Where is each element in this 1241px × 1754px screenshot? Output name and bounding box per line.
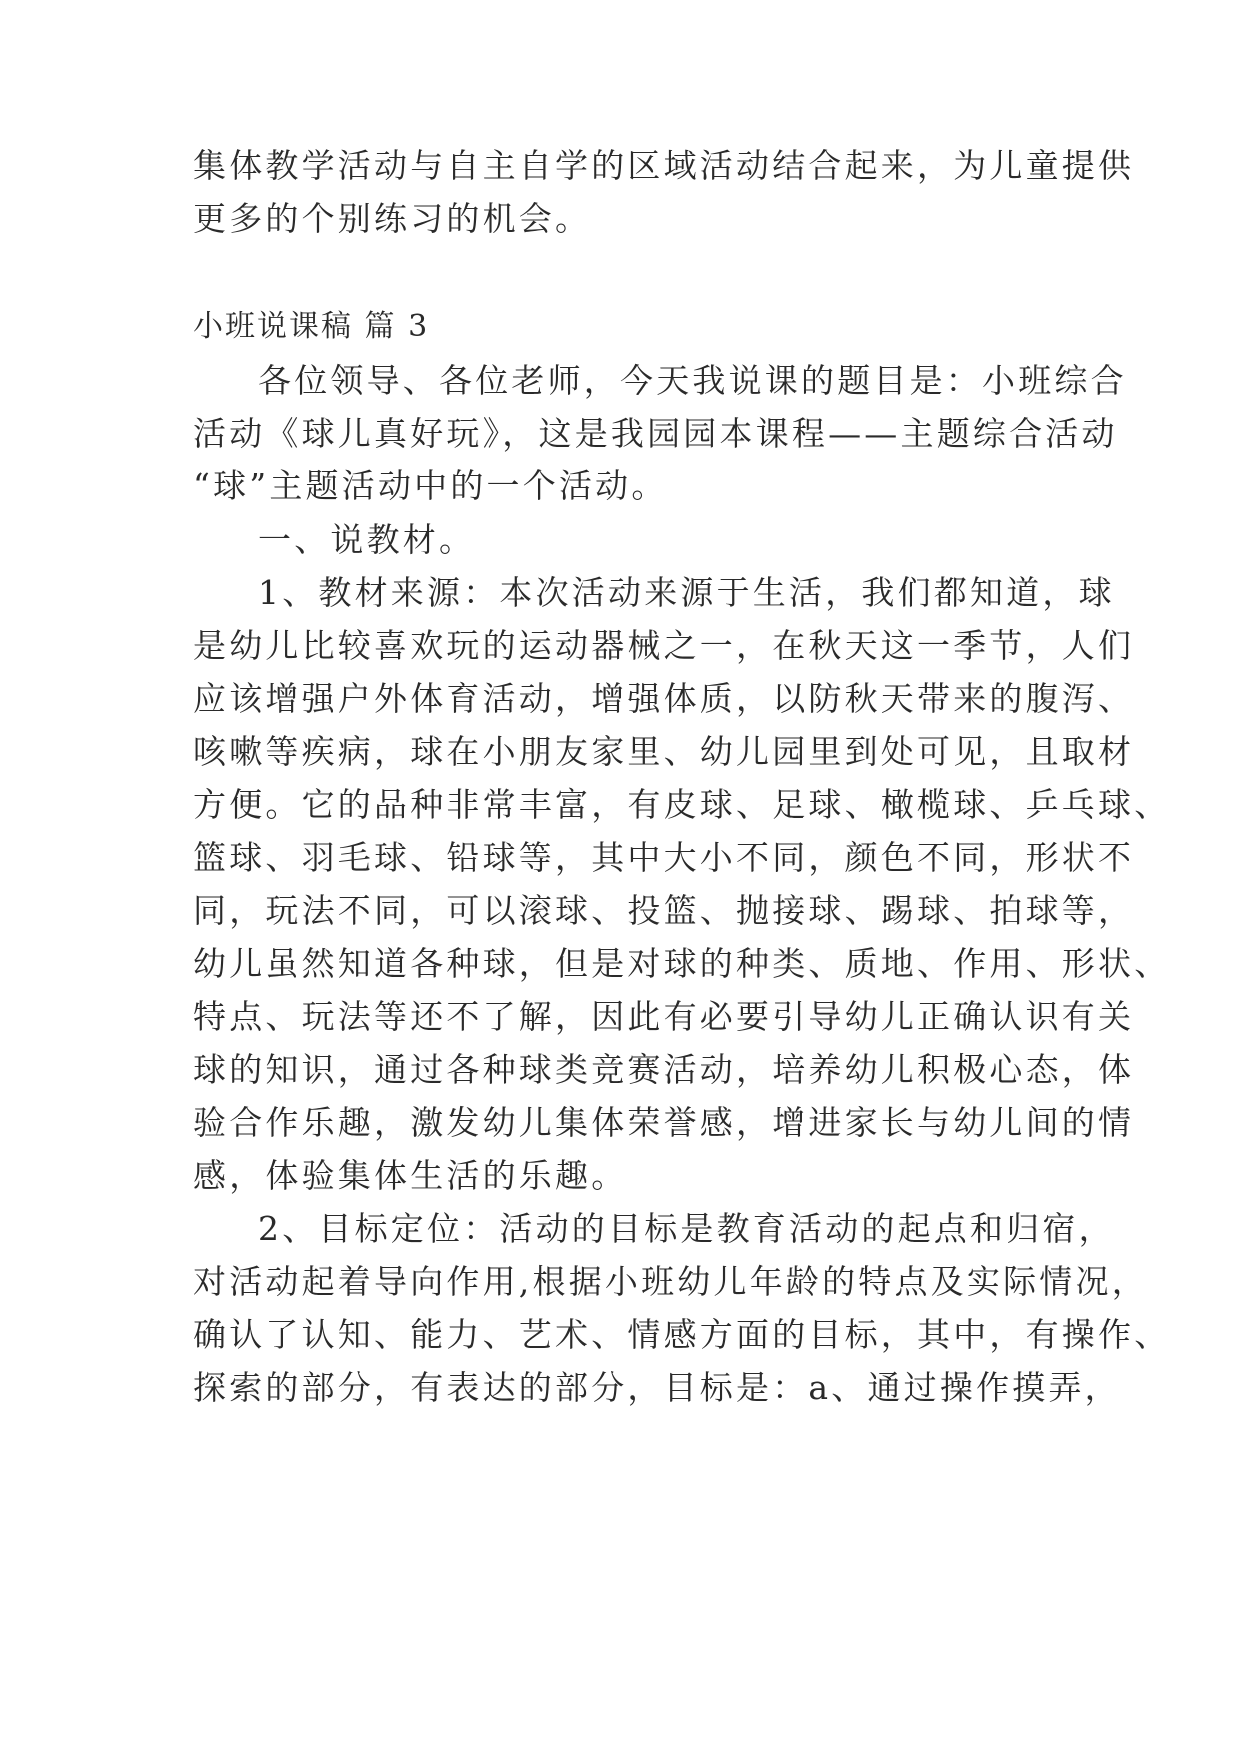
- paragraph-4-line-4: 探索的部分，有表达的部分，目标是：a、通过操作摸弄，: [193, 1368, 1121, 1407]
- paragraph-2-line-1: 一、说教材。: [258, 520, 476, 559]
- paragraph-3-line-9: 特点、玩法等还不了解，因此有必要引导幼儿正确认识有关: [193, 997, 1135, 1036]
- paragraph-4-line-1: 2、目标定位：活动的目标是教育活动的起点和归宿，: [258, 1209, 1115, 1248]
- paragraph-3-line-12: 感，体验集体生活的乐趣。: [193, 1156, 628, 1195]
- paragraph-1-line-3: “球”主题活动中的一个活动。: [193, 466, 668, 505]
- paragraph-3-line-7: 同，玩法不同，可以滚球、投篮、抛接球、踢球、拍球等，: [193, 891, 1135, 930]
- paragraph-3-line-3: 应该增强户外体育活动，增强体质，以防秋天带来的腹泻、: [193, 679, 1135, 718]
- paragraph-1-line-1: 各位领导、各位老师，今天我说课的题目是：小班综合: [258, 361, 1127, 400]
- paragraph-4-line-3: 确认了认知、能力、艺术、情感方面的目标，其中，有操作、: [193, 1315, 1171, 1354]
- paragraph-3-line-8: 幼儿虽然知道各种球，但是对球的种类、质地、作用、形状、: [193, 944, 1171, 983]
- paragraph-3-line-5: 方便。它的品种非常丰富，有皮球、足球、橄榄球、乒乓球、: [193, 785, 1171, 824]
- paragraph-3-line-10: 球的知识，通过各种球类竞赛活动，培养幼儿积极心态，体: [193, 1050, 1135, 1089]
- paragraph-3-line-6: 篮球、羽毛球、铅球等，其中大小不同，颜色不同，形状不: [193, 838, 1135, 877]
- intro-line-1: 集体教学活动与自主自学的区域活动结合起来，为儿童提供: [193, 146, 1135, 185]
- intro-line-2: 更多的个别练习的机会。: [193, 199, 592, 238]
- paragraph-3-line-2: 是幼儿比较喜欢玩的运动器械之一，在秋天这一季节，人们: [193, 626, 1135, 665]
- paragraph-1-line-2: 活动《球儿真好玩》，这是我园园本课程——主题综合活动: [193, 414, 1118, 453]
- section-heading: 小班说课稿 篇 3: [193, 309, 430, 344]
- paragraph-3-line-1: 1、教材来源：本次活动来源于生活，我们都知道，球: [258, 573, 1115, 612]
- paragraph-4-line-2: 对活动起着导向作用,根据小班幼儿年龄的特点及实际情况，: [193, 1262, 1148, 1301]
- paragraph-3-line-11: 验合作乐趣，激发幼儿集体荣誉感，增进家长与幼儿间的情: [193, 1103, 1135, 1142]
- paragraph-3-line-4: 咳嗽等疾病，球在小朋友家里、幼儿园里到处可见，且取材: [193, 732, 1135, 771]
